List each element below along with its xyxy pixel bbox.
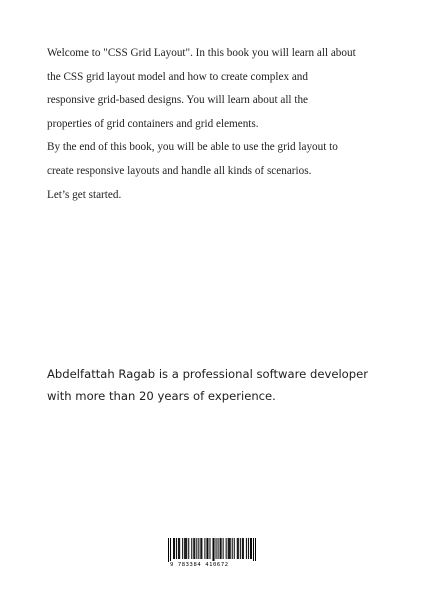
barcode-bar (178, 538, 179, 559)
barcode-bar (242, 538, 243, 559)
barcode-bar (220, 538, 221, 559)
barcode-bar (243, 538, 244, 559)
barcode-bar (201, 538, 202, 559)
barcode-bar (193, 538, 194, 559)
barcode-bar (170, 538, 171, 562)
description-line: properties of grid containers and grid elements. (47, 117, 259, 130)
barcode-bar (223, 538, 224, 559)
barcode-bar (204, 538, 205, 559)
barcode-bar (191, 538, 192, 559)
description-line: responsive grid-based designs. You will learn about all the (47, 94, 308, 107)
barcode-bar (185, 538, 186, 559)
barcode-bar (179, 538, 180, 559)
barcode-bar (232, 538, 233, 559)
barcode-bar (229, 538, 230, 559)
barcode-bar (216, 538, 217, 559)
description-line: By the end of this book, you will be able to use the grid layout to (47, 141, 338, 154)
barcode-bar (248, 538, 249, 559)
barcode-bar (237, 538, 238, 559)
barcode-bar (168, 538, 169, 562)
description-line: Welcome to "CSS Grid Layout". In this book you will learn all about (47, 47, 356, 59)
barcode-bar (226, 538, 227, 559)
barcode-bar (255, 538, 256, 562)
barcode-bar (251, 538, 252, 559)
barcode-bar (238, 538, 239, 559)
author-bio-line: with more than 20 years of experience. (47, 389, 276, 403)
barcode-bar (228, 538, 229, 559)
barcode-bar (218, 538, 219, 559)
description-line: create responsive layouts and handle all kinds of scenarios. (47, 164, 312, 177)
barcode-bar (174, 538, 175, 559)
barcode-bar (230, 538, 231, 559)
barcode-bar (176, 538, 177, 559)
author-bio (47, 363, 387, 407)
barcode-bar (213, 538, 214, 562)
barcode-bar (240, 538, 241, 559)
barcode-bar (184, 538, 185, 559)
barcode-bars (168, 538, 256, 562)
barcode-bar (186, 538, 187, 559)
barcode-bar (200, 538, 201, 559)
barcode-bar (206, 538, 207, 559)
barcode-bar (207, 538, 208, 559)
barcode-bar (198, 538, 199, 559)
barcode-bar (214, 538, 215, 562)
isbn-number: 9 783384 410672 (170, 561, 256, 569)
barcode-bar (250, 538, 251, 559)
barcode-bar (234, 538, 235, 559)
barcode-bar (194, 538, 195, 559)
barcode-bar (246, 538, 247, 559)
description-line: the CSS grid layout model and how to create complex and (47, 70, 308, 83)
barcode-bar (221, 538, 222, 559)
book-description (47, 42, 387, 207)
author-bio-line: Abdelfattah Ragab is a professional software developer (47, 367, 369, 381)
barcode-bar (196, 538, 197, 559)
barcode-bar (173, 538, 174, 559)
barcode-bar (182, 538, 183, 559)
barcode-bar (253, 538, 254, 562)
description-line: Let’s get started. (47, 188, 122, 201)
barcode-bar (188, 538, 189, 559)
barcode-bar (209, 538, 210, 559)
